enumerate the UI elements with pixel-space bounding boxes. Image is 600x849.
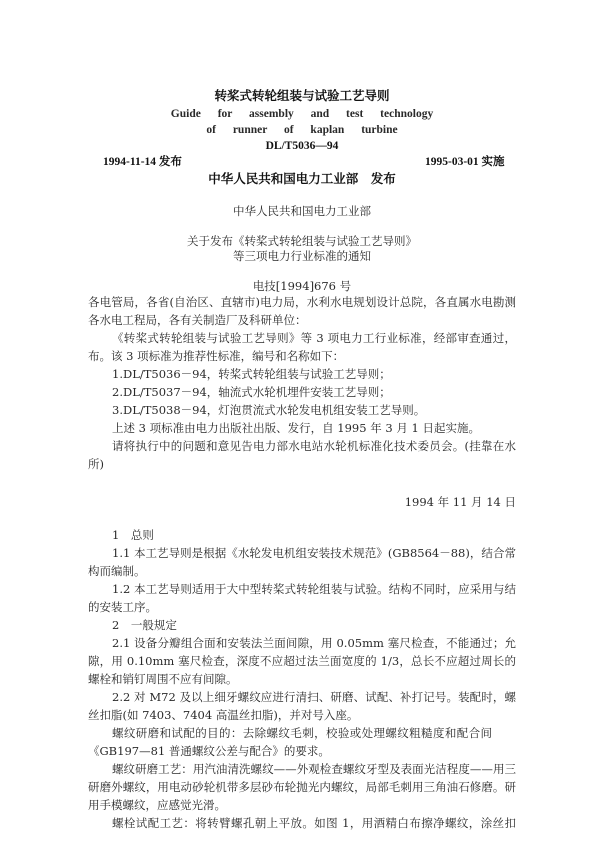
body-line: 2.2 对 M72 及以上细牙螺纹应进行清扫、研磨、试配、补打记号。装配时，螺 (112, 690, 516, 704)
section-heading: 2 一般规定 (112, 618, 177, 632)
title-en-2: of runner of kaplan turbine (206, 124, 398, 136)
standard-code: DL/T5036—94 (265, 140, 339, 152)
body-line: 1.1 本工艺导则是根据《水轮发电机组安装技术规范》(GB8564－88)，结合常 (112, 546, 516, 560)
title-cn: 转桨式转轮组装与试验工艺导则 (214, 88, 390, 103)
notice-title-2: 等三项电力行业标准的通知 (233, 249, 371, 263)
body-line: 用手模螺纹，应感觉光滑。 (88, 798, 226, 812)
notice-issuer: 中华人民共和国电力工业部 (233, 204, 371, 218)
notice-line: 3.DL/T5038－94，灯泡贯流式水轮发电机组安装工艺导则。 (112, 403, 426, 417)
notice-line: 《转桨式转轮组装与试验工艺导则》等 3 项电力工行业标准，经部审查通过， (112, 331, 516, 345)
notice-title-1: 关于发布《转桨式转轮组装与试验工艺导则》 (187, 234, 417, 248)
body-line: 螺纹研磨工艺：用汽油清洗螺纹——外观检查螺纹牙型及表面光洁程度——用三 (112, 762, 516, 776)
body-line: 构而编制。 (88, 564, 146, 578)
body-line: 螺栓和销钉周围不应有间隙。 (88, 672, 238, 686)
notice-date: 1994 年 11 月 14 日 (404, 495, 516, 509)
body-line: 《GB197—81 普通螺纹公差与配合》的要求。 (88, 744, 330, 758)
body-line: 隙，用 0.10mm 塞尺检查，深度不应超过法兰面宽度的 1/3，总长不应超过周长的 (88, 654, 516, 668)
notice-line: 上述 3 项标准由电力出版社出版、发行，自 1995 年 3 月 1 日起实施。 (112, 421, 480, 435)
notice-line: 各电管局，各省(自治区、直辖市)电力局，水利水电规划设计总院，各直属水电勘测 (88, 295, 516, 309)
body-line: 螺纹研磨和试配的目的：去除螺纹毛刺，校验或处理螺纹粗糙度和配合间 (112, 726, 492, 740)
section-heading: 1 总则 (112, 528, 154, 542)
body-line: 丝扣脂(如 7403、7404 高温丝扣脂)，并对号入座。 (88, 708, 359, 722)
notice-line: 所) (88, 457, 104, 471)
body-line: 的安装工序。 (88, 600, 157, 614)
body-line: 研磨外螺纹，用电动砂轮机带多层砂布轮抛光内螺纹，局部毛刺用三角油石修磨。研 (88, 780, 516, 794)
notice-line: 各水电工程局，各有关制造厂及科研单位： (88, 313, 307, 327)
publisher: 中华人民共和国电力工业部 发布 (208, 171, 396, 186)
notice-line: 请将执行中的问题和意见告电力部水电站水轮机标准化技术委员会。(挂靠在水 (112, 439, 516, 453)
notice-doc-number: 电技[1994]676 号 (252, 279, 352, 293)
notice-line: 布。该 3 项标准为推荐性标准，编号和名称如下： (88, 349, 345, 363)
body-line: 1.2 本工艺导则适用于大中型转桨式转轮组装与试验。结构不同时，应采用与结 (112, 582, 516, 596)
body-line: 螺栓试配工艺：将转臂螺孔朝上平放。如图 1，用酒精白布擦净螺纹，涂丝扣 (112, 816, 516, 830)
body-line: 2.1 设备分瓣组合面和安装法兰面间隙，用 0.05mm 塞尺检查，不能通过；允 (112, 636, 516, 650)
title-en-1: Guide for assembly and test technology (170, 108, 434, 120)
issue-date: 1994-11-14 发布 (103, 156, 182, 168)
effective-date: 1995-03-01 实施 (425, 156, 505, 168)
notice-line: 1.DL/T5036－94，转桨式转轮组装与试验工艺导则； (112, 367, 391, 381)
notice-line: 2.DL/T5037－94，轴流式水轮机埋件安装工艺导则； (112, 385, 391, 399)
